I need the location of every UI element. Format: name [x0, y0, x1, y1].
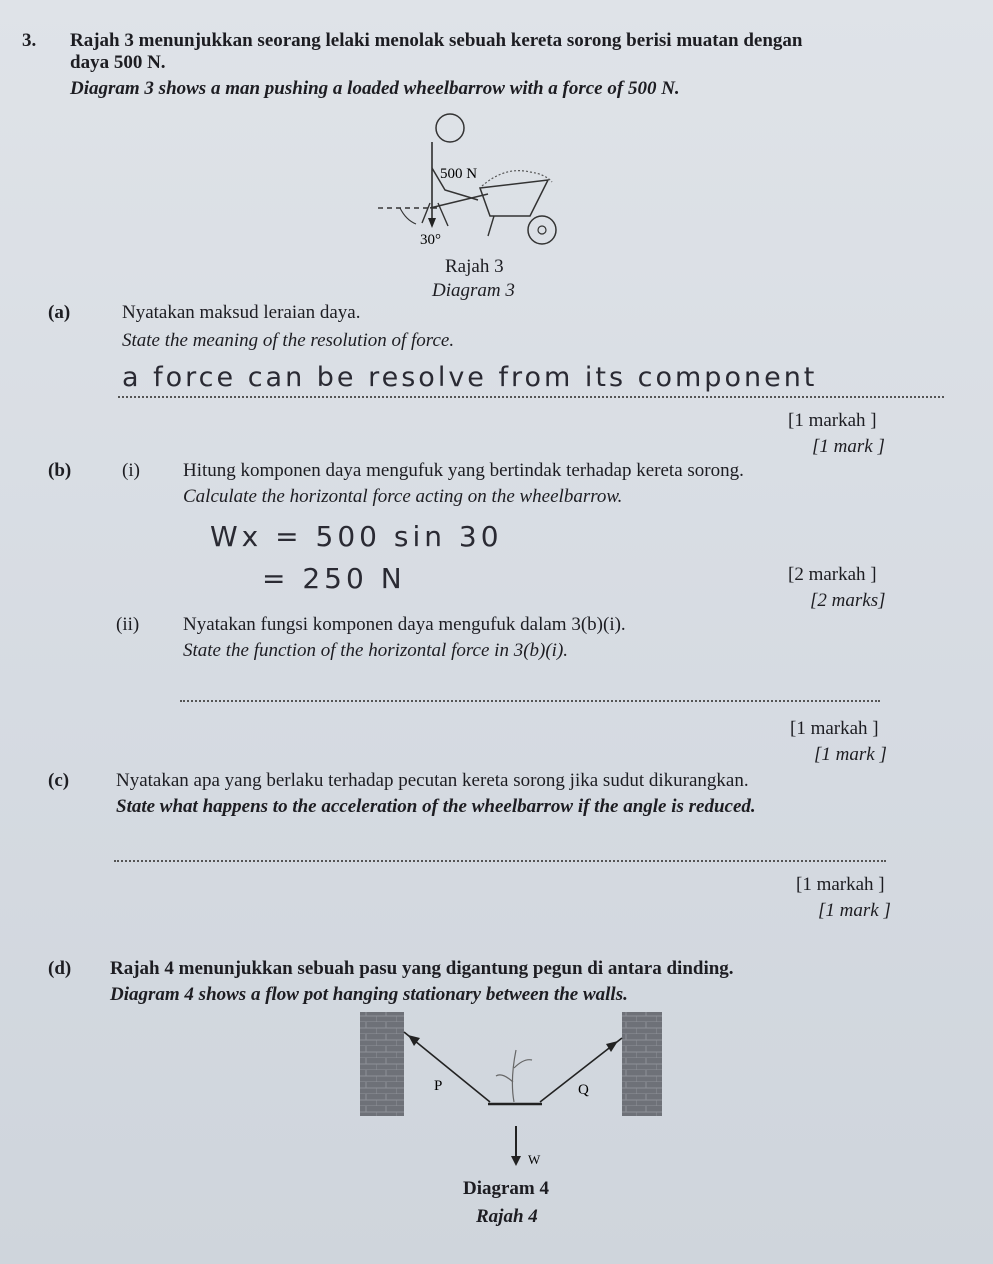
part-b-ii-label: (ii)	[116, 614, 140, 635]
part-b-ii-answer-line[interactable]	[180, 700, 880, 702]
plant-stem	[496, 1050, 532, 1102]
part-b-i-english: Calculate the horizontal force acting on the wheelbarrow.	[183, 486, 623, 507]
diagram4-caption-english: Diagram 4	[463, 1178, 550, 1199]
diagram3-caption-malay: Rajah 3	[445, 256, 504, 277]
part-a-label: (a)	[48, 302, 71, 323]
part-c-answer-line[interactable]	[114, 860, 886, 862]
part-b-ii-marks-english: [1 mark ]	[814, 744, 887, 765]
label-q: Q	[578, 1082, 589, 1098]
angle-arc	[400, 208, 416, 224]
label-w: W	[528, 1152, 541, 1167]
part-b-ii-english: State the function of the horizontal force in 3(b)(i).	[183, 640, 569, 661]
angle-label: 30°	[420, 232, 441, 248]
diagram3-caption-english: Diagram 3	[432, 280, 515, 301]
part-b-i-malay: Hitung komponen daya mengufuk yang bertindak terhadap kereta sorong.	[183, 460, 744, 481]
part-a-answer-line[interactable]	[118, 396, 944, 398]
part-b-i-handwritten-line2: = 250 N	[262, 562, 406, 595]
intro-malay-line2: daya 500 N.	[70, 52, 166, 73]
part-b-i-marks-english: [2 marks]	[810, 590, 886, 611]
part-d-english: Diagram 4 shows a flow pot hanging stationary between the walls.	[110, 984, 628, 1005]
part-a-marks-malay: [1 markah ]	[788, 410, 877, 431]
intro-malay-line1: Rajah 3 menunjukkan seorang lelaki menolak sebuah kereta sorong berisi muatan dengan	[70, 30, 803, 51]
man-head	[436, 114, 464, 142]
part-c-marks-malay: [1 markah ]	[796, 874, 885, 895]
part-b-i-handwritten-line1: Wx = 500 sin 30	[210, 520, 503, 553]
hanging-pot-diagram	[356, 1010, 666, 1170]
part-a-english: State the meaning of the resolution of force.	[122, 330, 455, 351]
barrow-tray	[480, 180, 548, 216]
part-c-malay: Nyatakan apa yang berlaku terhadap pecutan kereta sorong jika sudut dikurangkan.	[116, 770, 749, 791]
label-p: P	[434, 1078, 443, 1094]
barrow-handle	[430, 194, 488, 208]
part-b-label: (b)	[48, 460, 72, 481]
part-b-ii-malay: Nyatakan fungsi komponen daya mengufuk dalam 3(b)(i).	[183, 614, 626, 635]
part-a-malay: Nyatakan maksud leraian daya.	[122, 302, 361, 323]
part-a-marks-english: [1 mark ]	[812, 436, 885, 457]
force-label: 500 N	[440, 166, 478, 182]
barrow-wheel	[528, 216, 556, 244]
part-c-marks-english: [1 mark ]	[818, 900, 891, 921]
part-c-label: (c)	[48, 770, 70, 791]
part-b-i-marks-malay: [2 markah ]	[788, 564, 877, 585]
part-d-malay: Rajah 4 menunjukkan sebuah pasu yang digantung pegun di antara dinding.	[110, 958, 734, 979]
diagram4-caption-malay: Rajah 4	[476, 1206, 538, 1227]
wheelbarrow-diagram	[370, 108, 590, 254]
part-a-handwritten-answer: a force can be resolve from its component	[122, 362, 818, 393]
right-wall	[622, 1012, 662, 1116]
part-c-english: State what happens to the acceleration of the wheelbarrow if the angle is reduced.	[116, 796, 756, 817]
part-d-label: (d)	[48, 958, 72, 979]
question-number: 3.	[22, 30, 37, 51]
string-p	[404, 1032, 490, 1102]
left-wall	[360, 1012, 404, 1116]
intro-english: Diagram 3 shows a man pushing a loaded wheelbarrow with a force of 500 N.	[70, 78, 680, 99]
part-b-i-label: (i)	[122, 460, 140, 481]
part-b-ii-marks-malay: [1 markah ]	[790, 718, 879, 739]
